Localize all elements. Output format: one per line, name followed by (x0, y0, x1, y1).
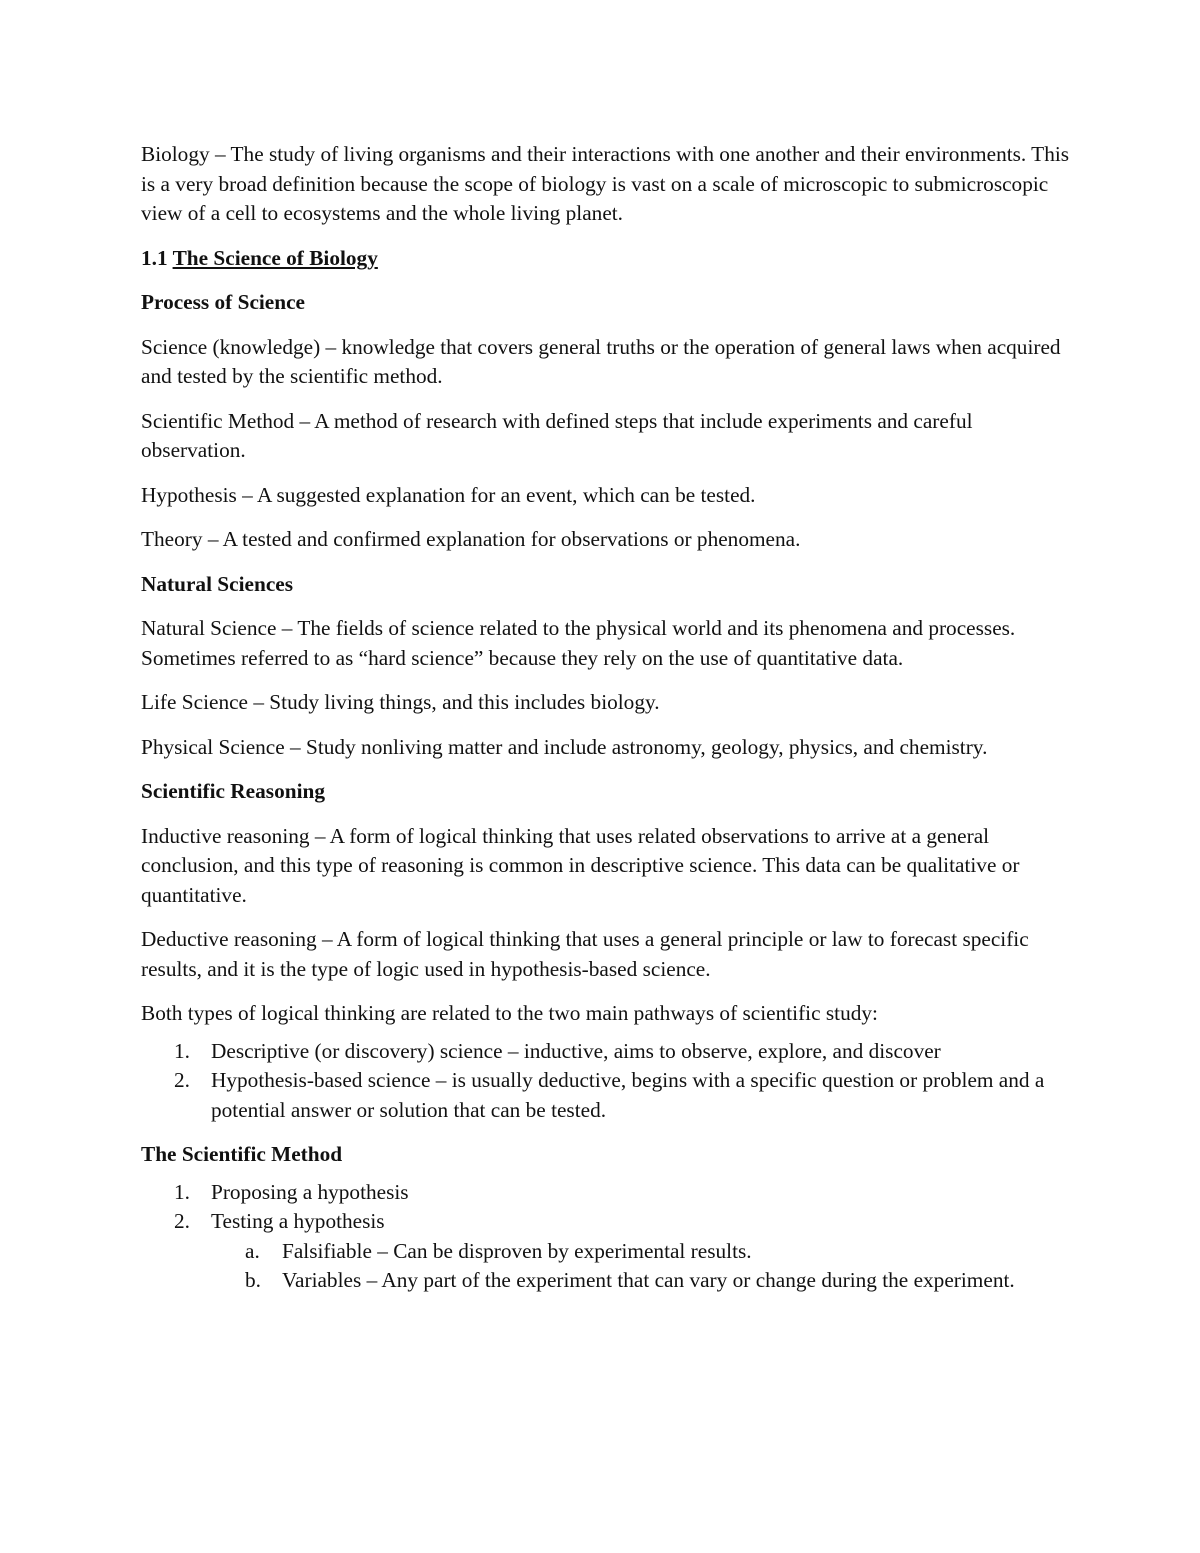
sublist-item (211, 1266, 1071, 1296)
definition-scientific-method: Scientific Method – A method of research with defined steps that include experiments and careful observation. (141, 408, 973, 462)
natural-sciences-heading: Natural Sciences (141, 571, 294, 596)
list-item (141, 1066, 1071, 1125)
definition-deductive-reasoning: Deductive reasoning – A form of logical thinking that uses a general principle or law to forecast specific results, and it is the type of logic used in hypothesis-based science. (141, 927, 1029, 981)
list-marker: 2. (174, 1209, 190, 1233)
scientific-method-heading: The Scientific Method (141, 1142, 343, 1166)
list-item-text: Testing a hypothesis (211, 1209, 385, 1233)
sublist-item (211, 1237, 1071, 1267)
intro-paragraph: Biology – The study of living organisms and their interactions with one another and their environments. This is a very broad definition because the scope of biology is vast on a scale of microscopic to submicroscopic view of a cell to ecosystems and the whole living planet. (141, 142, 1070, 225)
definition-science: Science (knowledge) – knowledge that covers general truths or the operation of general laws when acquired and tested by the scientific method. (141, 334, 1061, 388)
list-item (141, 1178, 1071, 1208)
pathways-intro: Both types of logical thinking are related to the two main pathways of scientific study: (141, 1001, 878, 1025)
definition-theory: Theory – A tested and confirmed explanation for observations or phenomena. (141, 527, 801, 551)
list-item-text: Descriptive (or discovery) science – inductive, aims to observe, explore, and discover (211, 1038, 941, 1063)
list-item-text: Proposing a hypothesis (211, 1179, 409, 1204)
sublist-marker: b. (245, 1268, 261, 1292)
sublist-item-text: Falsifiable – Can be disproven by experimental results. (282, 1238, 752, 1263)
list-marker: 1. (174, 1179, 190, 1204)
definition-natural-science: Natural Science – The fields of science related to the physical world and its phenomena and processes. Sometimes referred to as “hard science” because they rely on the use of quantitative data. (141, 616, 1016, 670)
scientific-method-list (141, 1178, 1071, 1296)
list-marker: 2. (174, 1068, 190, 1092)
list-item-text: Hypothesis-based science – is usually deductive, begins with a specific question or problem and a potential answer or solution that can be tested. (211, 1068, 1045, 1122)
section-heading (141, 244, 1071, 274)
document-page (141, 140, 1071, 1311)
sublist-marker: a. (245, 1238, 260, 1263)
definition-life-science: Life Science – Study living things, and this includes biology. (141, 690, 660, 714)
list-marker: 1. (174, 1038, 190, 1063)
list-item (141, 1037, 1071, 1067)
definition-inductive-reasoning: Inductive reasoning – A form of logical thinking that uses related observations to arrive at a general conclusion, and this type of reasoning is common in descriptive science. This data can be qualitative or quantitative. (141, 823, 1020, 907)
definition-hypothesis: Hypothesis – A suggested explanation for an event, which can be tested. (141, 482, 756, 507)
section-number: 1.1 (141, 245, 168, 270)
sublist-item-text: Variables – Any part of the experiment that can vary or change during the experiment. (282, 1268, 1015, 1292)
section-title: The Science of Biology (172, 245, 378, 270)
list-item (141, 1207, 1071, 1296)
scientific-reasoning-heading: Scientific Reasoning (141, 779, 325, 803)
pathways-list (141, 1037, 1071, 1126)
testing-sublist (211, 1237, 1071, 1296)
process-of-science-heading: Process of Science (141, 290, 306, 314)
definition-physical-science: Physical Science – Study nonliving matter and include astronomy, geology, physics, and chemistry. (141, 734, 988, 759)
